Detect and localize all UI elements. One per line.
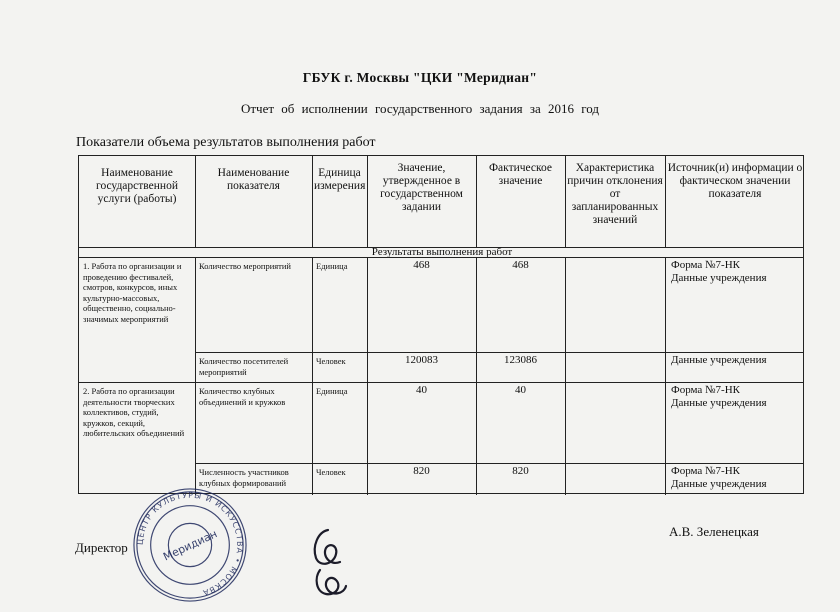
source-cell <box>665 382 805 463</box>
results-table <box>78 155 804 494</box>
column-header-source: Источник(и) информации о фактическом значении показателя <box>667 162 803 200</box>
column-header-actual: Фактическое значение <box>488 162 553 187</box>
source-line: Форма №7-НК <box>671 384 740 396</box>
actual-value: 468 <box>512 259 529 271</box>
unit-value: Единица <box>316 386 348 396</box>
actual-value: 40 <box>515 384 526 396</box>
report-title: Отчет об исполнении государственного задания за 2016 год <box>240 101 600 116</box>
service-name: 1. Работа по организации и проведению фестивалей, смотров, конкурсов, иных культурно-массовых, общественно, социально-значимых мероприятий <box>83 261 182 324</box>
source-line: Данные учреждения <box>671 272 767 284</box>
planned-value: 120083 <box>405 354 438 366</box>
column-header-planned: Значение, утвержденное в государственном задании <box>380 162 463 213</box>
section-title: Показатели объема результатов выполнения работ <box>76 135 376 150</box>
director-signature <box>300 512 360 604</box>
seal-center-text: Меридиан <box>161 527 220 564</box>
indicator-name: Количество мероприятий <box>199 261 291 271</box>
planned-value: 468 <box>413 259 430 271</box>
source-line: Данные учреждения <box>671 478 767 490</box>
director-name: А.В. Зеленецкая <box>669 524 759 539</box>
service-name: 2. Работа по организации деятельности творческих коллективов, студий, кружков, секций, любительских объединений <box>83 386 185 438</box>
director-label: Директор <box>75 540 128 555</box>
indicator-name: Количество клубных объединений и кружков <box>199 386 286 407</box>
organization-title: ГБУК г. Москвы "ЦКИ "Меридиан" <box>302 70 538 85</box>
column-header-reason: Характеристика причин отклонения от запланированных значений <box>567 162 663 226</box>
seal-stamp <box>131 486 249 604</box>
source-cell <box>665 352 805 382</box>
source-cell <box>665 257 805 352</box>
results-row: Результаты выполнения работ <box>371 247 513 257</box>
unit-value: Единица <box>316 261 348 271</box>
indicator-name: Численность участников клубных формирований <box>199 467 289 488</box>
indicator-name: Количество посетителей мероприятий <box>199 356 289 377</box>
planned-value: 820 <box>413 465 430 477</box>
actual-value: 123086 <box>504 354 537 366</box>
source-line: Форма №7-НК <box>671 259 740 271</box>
source-line: Данные учреждения <box>671 397 767 409</box>
unit-value: Человек <box>316 356 346 366</box>
column-header-unit: Единица измерения <box>314 167 366 192</box>
source-cell <box>665 463 805 495</box>
actual-value: 820 <box>512 465 529 477</box>
source-line: Форма №7-НК <box>671 465 740 477</box>
column-header-service: Наименование государственной услуги (работы) <box>96 167 178 205</box>
unit-value: Человек <box>316 467 346 477</box>
seal-ring-text: ЦЕНТР КУЛЬТУРЫ И ИСКУССТВА • МОСКВА <box>135 490 245 598</box>
source-line: Данные учреждения <box>671 354 767 366</box>
planned-value: 40 <box>416 384 427 396</box>
column-header-indicator: Наименование показателя <box>217 167 290 192</box>
